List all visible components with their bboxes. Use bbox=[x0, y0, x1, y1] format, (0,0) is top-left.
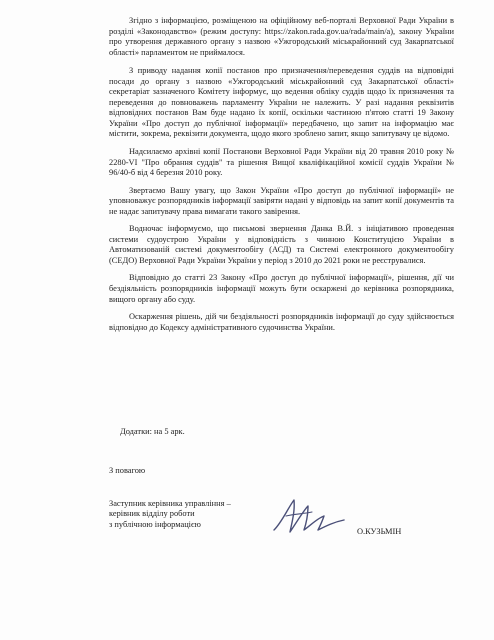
signer-title-line: керівник відділу роботи bbox=[109, 509, 195, 519]
closing-phrase: З повагою bbox=[109, 466, 146, 475]
paragraph-certification-notice: Звертаємо Вашу увагу, що Закон України «Про доступ до публічної інформації» не уповноважує розпорядників інформації завіряти надані у відповідь на запит копії документів та не надає запитувачу права вимагати такого завірення. bbox=[109, 185, 454, 216]
paragraph-article-23: Відповідно до статті 23 Закону «Про доступ до публічної інформації», рішення, дії чи бездіяльність розпорядників інформації можуть бути оскаржені до керівника розпорядника, вищого органу або суду. bbox=[109, 273, 454, 304]
letter-body bbox=[109, 16, 454, 333]
paragraph-appeals-registration: Водночас інформуємо, що письмові звернення Данка В.Й. з ініціативою проведення системи судоустрою України у відповідність з чинною Конституцією України в Автоматизованій системі документообігу (АСД) та Системі електронного документообігу (СЕДО) Верховної Ради України України у період з 2010 до 2021 роки не реєструвалися. bbox=[109, 224, 454, 265]
paragraph-court-appeal: Оскарження рішень, дій чи бездіяльності розпорядників інформації до суду здійснюється відповідно до Кодексу адміністративного судочинства України. bbox=[109, 312, 454, 332]
signer-title bbox=[109, 499, 231, 530]
attachments-note: Додатки: на 5 арк. bbox=[120, 427, 185, 436]
handwritten-signature bbox=[268, 492, 348, 542]
paragraph-archive-copies: Надсилаємо архівні копії Постанови Верховної Ради України від 20 травня 2010 року № 2280-VI "Про обрання суддів" та рішення Вищої кваліфікаційної комісії суддів України № 96/40-б від 4 березня 2010 року. bbox=[109, 147, 454, 178]
signer-title-line: Заступник керівника управління – bbox=[109, 499, 231, 508]
paragraph-legislation-source: Згідно з інформацією, розміщеною на офіційному веб-порталі Верховної Ради України в розділі «Законодавство» (режим доступу: https://zakon.rada.gov.ua/rada/main/a), закону України про утворення державного органу з назвою «Ужгородський міськрайонний суд Закарпатської області» парламентом не приймалося. bbox=[109, 16, 454, 57]
signer-title-line: з публічною інформацією bbox=[109, 519, 201, 529]
paragraph-judges-appointment: З приводу надання копії постанов про призначення/переведення суддів на відповідні посади до органу з назвою «Ужгородський міськрайонний суд Закарпатської області» секретаріат зазначеного Комітету інформує, що ведення обліку суддів щодо їх призначення та переведення до повноважень парламенту України не належить. У разі надання реквізитів відповідних постанов Вам буде надано їх копії, оскільки частиною п'ятою статті 19 Закону України «Про доступ до публічної інформації» передбачено, що запит на інформацію має містити, зокрема, реквізити документа, щодо якого зроблено запит, якщо запитувачу це відомо. bbox=[109, 66, 454, 139]
signer-name: О.КУЗЬМІН bbox=[357, 527, 402, 536]
